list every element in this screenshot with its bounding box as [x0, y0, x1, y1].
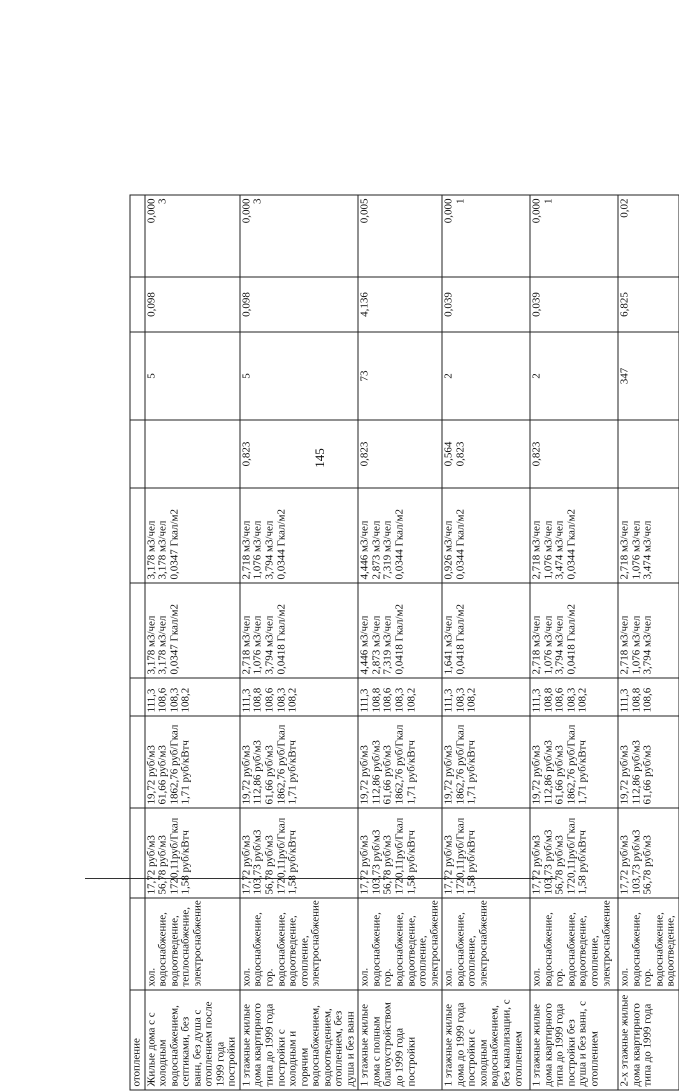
- base-tariff-cell: 17,72 руб/м3 103,73 руб/м3 56,78 руб/м3: [618, 808, 679, 898]
- services-cell: хол. водоснабжение, водоотведение, теплоснабжение, электроснабжение: [145, 898, 240, 990]
- table-row: [130, 195, 145, 1090]
- dwelling-type-cell: 2-х этажные жилые дома квартирного типа до 1999 года: [618, 990, 679, 1090]
- value1-cell: 4,136: [358, 277, 442, 332]
- value2-cell: 0,000 1: [530, 195, 618, 277]
- table-row: [618, 195, 679, 1090]
- coefficient-cell: 0,564 0,823: [442, 420, 530, 488]
- page-number: 145: [312, 448, 328, 468]
- value1-cell: 0,098: [145, 277, 240, 332]
- services-cell: хол. водоснабжение, гор. водоснабжение, водоотведение, отопление, электроснабжение: [240, 898, 358, 990]
- count-cell: 2: [530, 332, 618, 420]
- norm-b-cell: 2,718 м3/чел 1,076 м3/чел 3,474 м3/чел: [618, 488, 679, 583]
- norm-a-cell: 1,641 м3/чел 0,0418 Гкал/м2: [442, 583, 530, 678]
- norm-b-cell: 3,178 м3/чел 3,178 м3/чел 0,0347 Гкал/м2: [145, 488, 240, 583]
- base-tariff-cell: [130, 808, 145, 898]
- norm-a-cell: 2,718 м3/чел 1,076 м3/чел 3,794 м3/чел 0,0418 Гкал/м2: [530, 583, 618, 678]
- new-tariff-cell: 19,72 руб/м3 61,66 руб/м3 1862,76 руб/Гкал 1,71 руб/кВтч: [145, 716, 240, 808]
- dwelling-type-cell: отопление: [130, 990, 145, 1090]
- tariff-table: [130, 195, 679, 1091]
- value2-cell: [130, 195, 145, 277]
- dwelling-type-cell: 1 этажные жилые дома до 1999 года постройки с холодным водоснабжением, без канализации, с отоплением: [442, 990, 530, 1090]
- new-tariff-cell: 19,72 руб/м3 112,86 руб/м3 61,66 руб/м3 1862,76 руб/Гкал 1,71 руб/кВтч: [358, 716, 442, 808]
- base-tariff-cell: 17,72 руб/м3 103,73 руб/м3 56,78 руб/м3 1720,11руб/Гкал 1,58 руб/кВтч: [530, 808, 618, 898]
- value1-cell: [130, 277, 145, 332]
- services-cell: хол. водоснабжение, гор. водоснабжение, водоотведение, отопление, электроснабжение: [358, 898, 442, 990]
- new-tariff-cell: 19,72 руб/м3 112,86 руб/м3 61,66 руб/м3 1862,76 руб/Гкал 1,71 руб/кВтч: [240, 716, 358, 808]
- norm-b-cell: 4,446 м3/чел 2,873 м3/чел 7,319 м3/чел 0,0344 Гкал/м2: [358, 488, 442, 583]
- dwelling-type-cell: 1 этажные жилые дома с полным благоустройством до 1999 года постройки: [358, 990, 442, 1090]
- norm-a-cell: 4,446 м3/чел 2,873 м3/чел 7,319 м3/чел 0,0418 Гкал/м2: [358, 583, 442, 678]
- value2-cell: 0,000 3: [240, 195, 358, 277]
- services-cell: хол. водоснабжение, гор. водоснабжение, водоотведение, отопление, электроснабжение: [530, 898, 618, 990]
- value2-cell: 0,02: [618, 195, 679, 277]
- value1-cell: 0,098: [240, 277, 358, 332]
- norm-a-cell: 2,718 м3/чел 1,076 м3/чел 3,794 м3/чел 0,0418 Гкал/м2: [240, 583, 358, 678]
- count-cell: 5: [145, 332, 240, 420]
- new-tariff-cell: 19,72 руб/м3 1862,76 руб/Гкал 1,71 руб/кВтч: [442, 716, 530, 808]
- services-cell: хол. водоснабжение, гор. водоснабжение, водоотведение,: [618, 898, 679, 990]
- norm-a-cell: [130, 583, 145, 678]
- base-tariff-cell: 17,72 руб/м3 103,73 руб/м3 56,78 руб/м3 1720,11руб/Гкал 1,58 руб/кВтч: [240, 808, 358, 898]
- norm-b-cell: [130, 488, 145, 583]
- count-cell: 347: [618, 332, 679, 420]
- dwelling-type-cell: 1 этажные жилые дома квартирного типа до 1999 года постройки с холодным и горячим водоснабжением, водоотведением, отоплением, без душа и без ванн: [240, 990, 358, 1090]
- count-cell: [130, 332, 145, 420]
- table-row: [240, 195, 358, 1090]
- value2-cell: 0,000 3: [145, 195, 240, 277]
- table-row: [358, 195, 442, 1090]
- value2-cell: 0,000 1: [442, 195, 530, 277]
- coefficient-cell: 0,823: [240, 420, 358, 488]
- norm-b-cell: 0,926 м3/чел 0,0344 Гкал/м2: [442, 488, 530, 583]
- value1-cell: 0,039: [530, 277, 618, 332]
- norm-b-cell: 2,718 м3/чел 1,076 м3/чел 3,794 м3/чел 0,0344 Гкал/м2: [240, 488, 358, 583]
- coefficient-cell: [618, 420, 679, 488]
- index-cell: 111,3 108,6 108,3 108,2: [145, 678, 240, 716]
- dwelling-type-cell: Жилые дома с с холодным водоснабжением, септиками, без ванн, без душа с отоплением после 1999 года постройки: [145, 990, 240, 1090]
- new-tariff-cell: 19,72 руб/м3 112,86 руб/м3 61,66 руб/м3 1862,76 руб/Гкал 1,71 руб/кВтч: [530, 716, 618, 808]
- dwelling-type-cell: 1 этажные жилые дома квартирного типа до 1999 года постройки без душа и без ванн, с отоплением: [530, 990, 618, 1090]
- coefficient-cell: 0,823: [358, 420, 442, 488]
- table-row: [530, 195, 618, 1090]
- services-cell: хол. водоснабжение, отопление, электроснабжение: [442, 898, 530, 990]
- table-row: [442, 195, 530, 1090]
- count-cell: 5: [240, 332, 358, 420]
- index-cell: 111,3 108,8 108,6 108,3 108,2: [358, 678, 442, 716]
- rotated-table-wrapper: [130, 196, 600, 1091]
- coefficient-cell: [130, 420, 145, 488]
- new-tariff-cell: 19,72 руб/м3 112,86 руб/м3 61,66 руб/м3: [618, 716, 679, 808]
- coefficient-cell: 0,823: [530, 420, 618, 488]
- index-cell: 111,3 108,3 108,2: [442, 678, 530, 716]
- norm-b-cell: 2,718 м3/чел 1,076 м3/чел 3,474 м3/чел 0,0344 Гкал/м2: [530, 488, 618, 583]
- count-cell: 2: [442, 332, 530, 420]
- index-cell: 111,3 108,8 108,6 108,3 108,2: [240, 678, 358, 716]
- base-tariff-cell: 17,72 руб/м3 56,78 руб/м3 1720,11руб/Гкал 1,58 руб/кВтч: [145, 808, 240, 898]
- value1-cell: 6,825: [618, 277, 679, 332]
- value2-cell: 0,005: [358, 195, 442, 277]
- base-tariff-cell: 17,72 руб/м3 103,73 руб/м3 56,78 руб/м3 1720,11руб/Гкал 1,58 руб/кВтч: [358, 808, 442, 898]
- norm-a-cell: 3,178 м3/чел 3,178 м3/чел 0,0347 Гкал/м2: [145, 583, 240, 678]
- coefficient-cell: [145, 420, 240, 488]
- count-cell: 73: [358, 332, 442, 420]
- value1-cell: 0,039: [442, 277, 530, 332]
- norm-a-cell: 2,718 м3/чел 1,076 м3/чел 3,794 м3/чел: [618, 583, 679, 678]
- table-row: [145, 195, 240, 1090]
- index-cell: 111,3 108,8 108,6: [618, 678, 679, 716]
- index-cell: 111,3 108,8 108,6 108,3 108,2: [530, 678, 618, 716]
- services-cell: [130, 898, 145, 990]
- base-tariff-cell: 17,72 руб/м3 1720,11руб/Гкал 1,58 руб/кВтч: [442, 808, 530, 898]
- new-tariff-cell: [130, 716, 145, 808]
- index-cell: [130, 678, 145, 716]
